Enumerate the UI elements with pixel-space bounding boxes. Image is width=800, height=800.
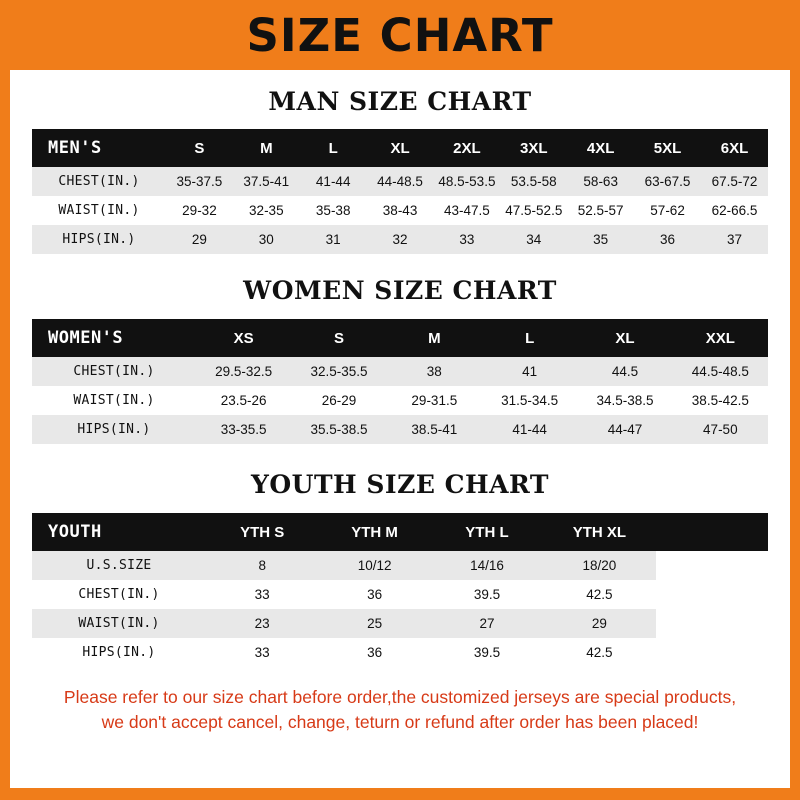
column-header: 6XL [701, 129, 768, 167]
table-cell: 42.5 [543, 638, 655, 667]
youth-section-title: YOUTH SIZE CHART [251, 470, 549, 499]
table-cell: 38-43 [367, 196, 434, 225]
footer-note-line-2: we don't accept cancel, change, teturn or refund after order has been placed! [101, 711, 699, 732]
table-header-row [32, 129, 768, 167]
table-row [32, 415, 768, 444]
table-row [32, 580, 768, 609]
youth-size-table [32, 513, 768, 667]
column-header: YTH XL [543, 513, 655, 551]
table-cell: 18/20 [543, 551, 655, 580]
table-cell: 39.5 [431, 638, 543, 667]
table-cell: 31.5-34.5 [482, 386, 577, 415]
row-label: CHEST(IN.) [32, 357, 196, 386]
table-cell: 36 [634, 225, 701, 254]
youth-row-header-label: YOUTH [32, 513, 206, 551]
table-row [32, 357, 768, 386]
column-header: XL [577, 319, 672, 357]
column-header-empty [656, 513, 768, 551]
column-header: S [166, 129, 233, 167]
table-cell: 23 [206, 609, 318, 638]
table-cell: 47.5-52.5 [500, 196, 567, 225]
table-cell: 35-37.5 [166, 167, 233, 196]
table-cell: 23.5-26 [196, 386, 291, 415]
women-section-title: WOMEN SIZE CHART [243, 276, 557, 305]
table-cell: 44-48.5 [367, 167, 434, 196]
row-label: WAIST(IN.) [32, 196, 166, 225]
column-header: 3XL [500, 129, 567, 167]
table-cell: 53.5-58 [500, 167, 567, 196]
man-table-head [32, 129, 768, 167]
table-row [32, 196, 768, 225]
table-cell: 34 [500, 225, 567, 254]
bottom-accent-bar [0, 788, 800, 800]
row-label: CHEST(IN.) [32, 580, 206, 609]
table-cell: 32-35 [233, 196, 300, 225]
table-cell: 41-44 [482, 415, 577, 444]
table-cell: 25 [318, 609, 430, 638]
table-cell: 39.5 [431, 580, 543, 609]
table-header-row [32, 513, 768, 551]
table-cell: 29 [543, 609, 655, 638]
women-size-section [10, 276, 790, 444]
column-header: 5XL [634, 129, 701, 167]
row-label: HIPS(IN.) [32, 415, 196, 444]
column-header: YTH S [206, 513, 318, 551]
column-header: YTH L [431, 513, 543, 551]
column-header: YTH M [318, 513, 430, 551]
table-cell: 32 [367, 225, 434, 254]
row-label: HIPS(IN.) [32, 225, 166, 254]
youth-table-head [32, 513, 768, 551]
table-cell: 35-38 [300, 196, 367, 225]
women-table-head [32, 319, 768, 357]
table-cell: 44.5-48.5 [673, 357, 768, 386]
table-cell: 38.5-42.5 [673, 386, 768, 415]
table-cell: 34.5-38.5 [577, 386, 672, 415]
table-cell: 67.5-72 [701, 167, 768, 196]
table-cell-empty [656, 580, 768, 609]
table-cell: 38 [387, 357, 482, 386]
table-cell: 29 [166, 225, 233, 254]
table-cell: 10/12 [318, 551, 430, 580]
table-cell: 63-67.5 [634, 167, 701, 196]
row-label: WAIST(IN.) [32, 609, 206, 638]
man-row-header-label: MEN'S [32, 129, 166, 167]
table-cell: 44.5 [577, 357, 672, 386]
table-cell: 43-47.5 [434, 196, 501, 225]
table-cell: 26-29 [291, 386, 386, 415]
women-size-table [32, 319, 768, 444]
women-table-body [32, 357, 768, 444]
row-label: WAIST(IN.) [32, 386, 196, 415]
table-cell: 44-47 [577, 415, 672, 444]
page-banner [0, 0, 800, 70]
table-cell: 27 [431, 609, 543, 638]
column-header: XL [367, 129, 434, 167]
women-row-header-label: WOMEN'S [32, 319, 196, 357]
table-cell: 36 [318, 580, 430, 609]
table-cell-empty [656, 609, 768, 638]
table-cell: 30 [233, 225, 300, 254]
footer-note-line-1: Please refer to our size chart before order,the customized jerseys are special products, [63, 687, 737, 707]
table-cell: 35 [567, 225, 634, 254]
table-row [32, 386, 768, 415]
row-label: U.S.SIZE [32, 551, 206, 580]
column-header: 4XL [567, 129, 634, 167]
man-table-body [32, 167, 768, 254]
table-cell: 29.5-32.5 [196, 357, 291, 386]
man-size-table [32, 129, 768, 254]
table-cell: 47-50 [673, 415, 768, 444]
table-row [32, 609, 768, 638]
table-row [32, 225, 768, 254]
table-cell: 38.5-41 [387, 415, 482, 444]
table-cell: 62-66.5 [701, 196, 768, 225]
youth-size-section [10, 470, 790, 667]
table-header-row [32, 319, 768, 357]
table-cell: 33-35.5 [196, 415, 291, 444]
table-cell: 48.5-53.5 [434, 167, 501, 196]
youth-table-body [32, 551, 768, 667]
column-header: M [387, 319, 482, 357]
table-cell: 41-44 [300, 167, 367, 196]
table-cell: 33 [206, 638, 318, 667]
table-row [32, 638, 768, 667]
table-cell-empty [656, 551, 768, 580]
table-cell: 58-63 [567, 167, 634, 196]
column-header: XS [196, 319, 291, 357]
page-title: SIZE CHART [246, 8, 554, 62]
table-cell-empty [656, 638, 768, 667]
column-header: XXL [673, 319, 768, 357]
footer-note [10, 685, 790, 735]
man-section-title: MAN SIZE CHART [268, 87, 532, 116]
table-cell: 31 [300, 225, 367, 254]
table-cell: 35.5-38.5 [291, 415, 386, 444]
table-row [32, 551, 768, 580]
table-cell: 42.5 [543, 580, 655, 609]
column-header: S [291, 319, 386, 357]
table-cell: 41 [482, 357, 577, 386]
column-header: M [233, 129, 300, 167]
table-cell: 33 [434, 225, 501, 254]
table-cell: 29-32 [166, 196, 233, 225]
table-cell: 37.5-41 [233, 167, 300, 196]
table-cell: 57-62 [634, 196, 701, 225]
table-cell: 37 [701, 225, 768, 254]
man-size-section [10, 87, 790, 254]
table-cell: 8 [206, 551, 318, 580]
table-cell: 32.5-35.5 [291, 357, 386, 386]
column-header: 2XL [434, 129, 501, 167]
table-cell: 36 [318, 638, 430, 667]
row-label: CHEST(IN.) [32, 167, 166, 196]
column-header: L [300, 129, 367, 167]
row-label: HIPS(IN.) [32, 638, 206, 667]
table-cell: 29-31.5 [387, 386, 482, 415]
table-cell: 14/16 [431, 551, 543, 580]
table-cell: 52.5-57 [567, 196, 634, 225]
column-header: L [482, 319, 577, 357]
table-row [32, 167, 768, 196]
table-cell: 33 [206, 580, 318, 609]
